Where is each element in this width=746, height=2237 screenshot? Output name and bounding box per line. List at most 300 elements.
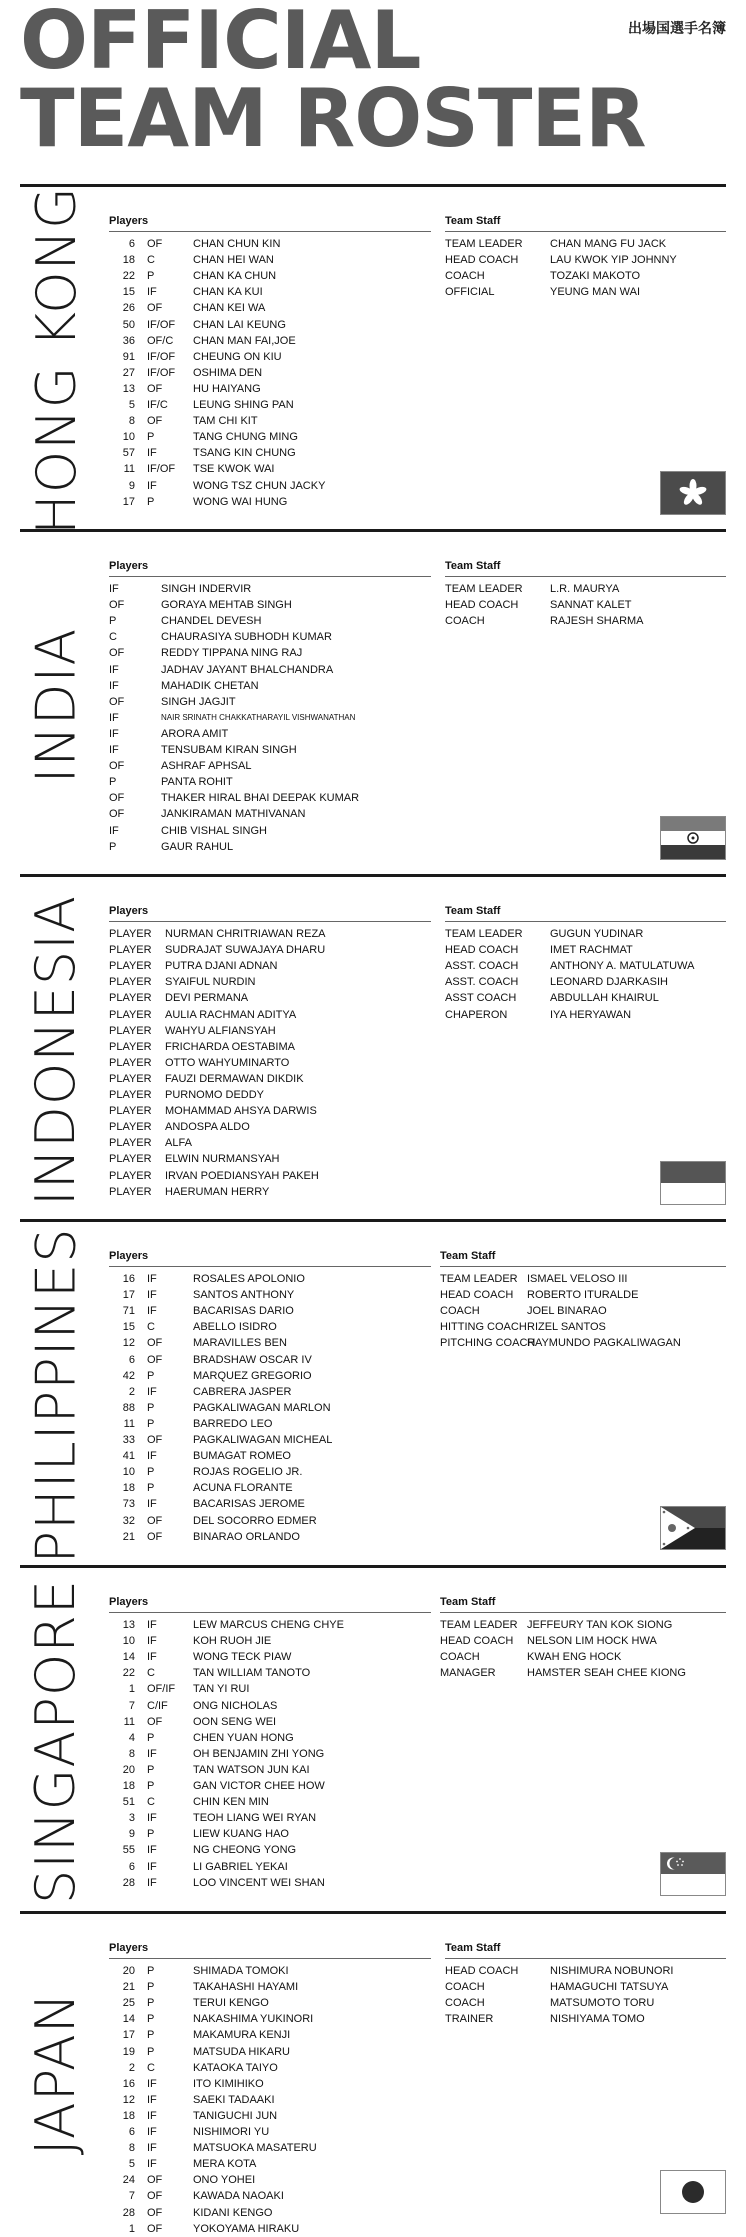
player-row <box>109 1714 431 1730</box>
player-number: 42 <box>122 1369 135 1382</box>
player-position: IF <box>109 727 119 740</box>
player-number: 57 <box>122 447 135 460</box>
player-name: CHAN KEI WA <box>193 302 266 315</box>
player-number: 32 <box>122 1514 135 1527</box>
player-name: KATAOKA TAIYO <box>193 2061 278 2074</box>
player-number: 41 <box>122 1450 135 1463</box>
player-row <box>109 2172 431 2188</box>
player-position: IF <box>147 1651 157 1664</box>
staff-row <box>440 1649 726 1665</box>
staff-row <box>440 1319 726 1335</box>
player-row <box>109 742 431 758</box>
player-row <box>109 597 431 613</box>
player-position: OF <box>147 238 163 251</box>
player-row <box>109 2108 431 2124</box>
player-position: IF/C <box>147 399 168 412</box>
staff-name: JEFFEURY TAN KOK SIONG <box>527 1619 673 1632</box>
country-name <box>20 187 92 533</box>
player-number: 12 <box>122 2093 135 2106</box>
staff-row <box>440 1303 726 1319</box>
player-name: PANTA ROHIT <box>161 776 233 789</box>
player-number: 24 <box>122 2174 135 2187</box>
player-row <box>109 726 431 742</box>
player-number: 10 <box>122 431 135 444</box>
player-position: OF <box>147 1530 163 1543</box>
players-heading: Players <box>109 558 431 577</box>
staff-role: TEAM LEADER <box>440 1273 518 1286</box>
player-name: PAGKALIWAGAN MICHEAL <box>193 1434 333 1447</box>
player-row <box>109 1762 431 1778</box>
player-name: OH BENJAMIN ZHI YONG <box>193 1747 325 1760</box>
player-position: IF <box>147 2077 157 2090</box>
player-position: P <box>147 1965 155 1978</box>
staff-name: LEONARD DJARKASIH <box>550 976 668 989</box>
staff-row <box>445 1007 726 1023</box>
player-position: IF/OF <box>147 366 176 379</box>
player-row <box>109 1432 431 1448</box>
staff-column <box>440 1594 726 1681</box>
player-name: NAKASHIMA YUKINORI <box>193 2013 314 2026</box>
staff-role: MANAGER <box>440 1667 496 1680</box>
player-position: P <box>109 776 117 789</box>
players-heading: Players <box>109 1594 431 1613</box>
player-position: P <box>147 1482 155 1495</box>
player-name: SYAIFUL NURDIN <box>165 976 256 989</box>
player-number: 20 <box>122 1965 135 1978</box>
player-row <box>109 1271 431 1287</box>
player-row <box>109 1842 431 1858</box>
player-name: CHAN HEI WAN <box>193 254 274 267</box>
player-position: P <box>147 2029 155 2042</box>
player-position: P <box>147 1997 155 2010</box>
player-number: 3 <box>128 1812 135 1825</box>
player-position: PLAYER <box>109 944 152 957</box>
player-position: C <box>147 1321 155 1334</box>
player-name: SHIMADA TOMOKI <box>193 1965 289 1978</box>
country-label: INDIA <box>24 627 88 783</box>
player-number: 55 <box>122 1844 135 1857</box>
player-row <box>109 958 431 974</box>
players-column <box>109 1248 431 1545</box>
player-name: TAM CHI KIT <box>193 415 258 428</box>
staff-row <box>445 942 726 958</box>
country-label: HONG KONG <box>24 185 88 535</box>
staff-name: TOZAKI MAKOTO <box>550 270 641 283</box>
players-column <box>109 558 431 855</box>
japanese-title: 出場国選手名簿 <box>628 20 726 36</box>
player-name: ACUNA FLORANTE <box>193 1482 293 1495</box>
player-position: OF <box>147 2206 163 2219</box>
player-name: CHAN MAN FAI,JOE <box>193 334 296 347</box>
player-row <box>109 1979 431 1995</box>
player-position: IF <box>147 1450 157 1463</box>
player-name: SINGH JAGJIT <box>161 695 236 708</box>
player-position: P <box>147 1780 155 1793</box>
player-row <box>109 2124 431 2140</box>
staff-row <box>445 236 726 252</box>
players-column <box>109 903 431 1200</box>
team-section <box>20 184 726 533</box>
player-position: IF <box>147 1289 157 1302</box>
player-position: C <box>147 1796 155 1809</box>
player-number: 21 <box>122 1981 135 1994</box>
player-position: OF <box>109 695 125 708</box>
player-number: 12 <box>122 1337 135 1350</box>
player-name: NAIR SRINATH CHAKKATHARAYIL VISHWANATHAN <box>161 712 356 722</box>
staff-row <box>445 2011 726 2027</box>
staff-name: RIZEL SANTOS <box>527 1321 606 1334</box>
player-row <box>109 1529 431 1545</box>
staff-heading: Team Staff <box>445 558 726 577</box>
player-row <box>109 1649 431 1665</box>
player-position: PLAYER <box>109 1185 152 1198</box>
player-name: TAN WILLIAM TANOTO <box>193 1667 311 1680</box>
player-position: C <box>147 1667 155 1680</box>
player-number: 51 <box>122 1796 135 1809</box>
staff-name: LAU KWOK YIP JOHNNY <box>550 254 677 267</box>
staff-column <box>445 558 726 629</box>
player-position: IF <box>147 1385 157 1398</box>
player-position: P <box>147 270 155 283</box>
player-position: P <box>147 1417 155 1430</box>
player-position: IF <box>147 1860 157 1873</box>
player-row <box>109 1119 431 1135</box>
player-row <box>109 1480 431 1496</box>
singapore-flag <box>660 1852 726 1896</box>
staff-role: HITTING COACH <box>440 1321 527 1334</box>
player-number: 7 <box>128 2190 135 2203</box>
player-row <box>109 429 431 445</box>
player-number: 17 <box>122 495 135 508</box>
player-row <box>109 268 431 284</box>
players-heading: Players <box>109 1248 431 1267</box>
player-position: P <box>147 1401 155 1414</box>
player-name: BACARISAS DARIO <box>193 1305 294 1318</box>
player-row <box>109 1352 431 1368</box>
player-position: OF <box>109 792 125 805</box>
player-position: IF <box>109 711 119 724</box>
team-section <box>20 1565 726 1914</box>
player-position: IF <box>147 2142 157 2155</box>
player-row <box>109 1995 431 2011</box>
player-position: PLAYER <box>109 1089 152 1102</box>
player-row <box>109 2027 431 2043</box>
staff-column <box>445 1940 726 2027</box>
player-number: 10 <box>122 1466 135 1479</box>
player-number: 18 <box>122 254 135 267</box>
player-number: 28 <box>122 1876 135 1889</box>
player-position: OF/IF <box>147 1683 176 1696</box>
player-name: MAKAMURA KENJI <box>193 2029 291 2042</box>
player-name: NISHIMORI YU <box>193 2126 270 2139</box>
player-name: ARORA AMIT <box>161 727 229 740</box>
player-number: 1 <box>128 2222 135 2235</box>
player-row <box>109 1875 431 1891</box>
staff-role: TEAM LEADER <box>445 928 523 941</box>
player-position: OF <box>147 1434 163 1447</box>
player-name: MATSUDA HIKARU <box>193 2045 290 2058</box>
team-section <box>20 1911 726 2235</box>
player-row <box>109 1698 431 1714</box>
player-name: JANKIRAMAN MATHIVANAN <box>161 808 306 821</box>
player-name: MAHADIK CHETAN <box>161 679 259 692</box>
staff-row <box>445 1963 726 1979</box>
title-line-2: TEAM ROSTER <box>20 72 646 165</box>
player-position: IF <box>109 679 119 692</box>
player-name: PUTRA DJANI ADNAN <box>165 960 278 973</box>
staff-name: RAYMUNDO PAGKALIWAGAN <box>527 1337 681 1350</box>
player-row <box>109 494 431 510</box>
player-name: HU HAIYANG <box>193 382 261 395</box>
country-name <box>20 532 92 878</box>
player-name: BRADSHAW OSCAR IV <box>193 1353 312 1366</box>
player-number: 13 <box>122 1619 135 1632</box>
player-name: BACARISAS JEROME <box>193 1498 305 1511</box>
player-position: C <box>147 2061 155 2074</box>
player-name: IRVAN POEDIANSYAH PAKEH <box>165 1169 319 1182</box>
staff-row <box>445 926 726 942</box>
player-row <box>109 1103 431 1119</box>
player-number: 15 <box>122 286 135 299</box>
staff-role: ASST COACH <box>445 992 517 1005</box>
player-name: SANTOS ANTHONY <box>193 1289 295 1302</box>
player-name: CABRERA JASPER <box>193 1385 292 1398</box>
staff-name: ABDULLAH KHAIRUL <box>550 992 659 1005</box>
staff-heading: Team Staff <box>440 1594 726 1613</box>
player-name: CHEUNG ON KIU <box>193 350 282 363</box>
country-label: SINGAPORE <box>24 1578 88 1904</box>
player-name: ANDOSPA ALDO <box>165 1121 250 1134</box>
player-row <box>109 806 431 822</box>
player-position: IF <box>147 447 157 460</box>
player-position: P <box>147 1731 155 1744</box>
player-row <box>109 1513 431 1529</box>
player-row <box>109 1400 431 1416</box>
staff-row <box>440 1271 726 1287</box>
player-number: 17 <box>122 1289 135 1302</box>
player-row <box>109 2221 431 2237</box>
player-name: PURNOMO DEDDY <box>165 1089 265 1102</box>
player-name: SINGH INDERVIR <box>161 583 252 596</box>
player-position: PLAYER <box>109 1024 152 1037</box>
player-position: OF <box>147 2222 163 2235</box>
player-position: IF <box>109 824 119 837</box>
player-number: 28 <box>122 2206 135 2219</box>
player-name: ELWIN NURMANSYAH <box>165 1153 280 1166</box>
player-row <box>109 300 431 316</box>
staff-row <box>445 597 726 613</box>
player-row <box>109 1151 431 1167</box>
player-row <box>109 1135 431 1151</box>
player-number: 22 <box>122 270 135 283</box>
player-number: 13 <box>122 382 135 395</box>
staff-name: L.R. MAURYA <box>550 583 620 596</box>
player-row <box>109 1464 431 1480</box>
player-row <box>109 252 431 268</box>
staff-name: ROBERTO ITURALDE <box>527 1289 639 1302</box>
player-row <box>109 629 431 645</box>
player-number: 5 <box>128 399 135 412</box>
player-row <box>109 1730 431 1746</box>
player-row <box>109 397 431 413</box>
player-name: GAUR RAHUL <box>161 840 234 853</box>
indonesia-flag <box>660 1161 726 1205</box>
player-row <box>109 1319 431 1335</box>
player-row <box>109 2205 431 2221</box>
player-row <box>109 333 431 349</box>
player-position: IF/OF <box>147 318 176 331</box>
player-number: 18 <box>122 2109 135 2122</box>
team-section <box>20 529 726 878</box>
country-name <box>20 877 92 1223</box>
country-label: INDONESIA <box>24 894 88 1206</box>
staff-role: HEAD COACH <box>445 599 519 612</box>
staff-name: MATSUMOTO TORU <box>550 1997 655 2010</box>
player-name: TEOH LIANG WEI RYAN <box>193 1812 317 1825</box>
player-name: ROJAS ROGELIO JR. <box>193 1466 303 1479</box>
player-position: OF <box>147 382 163 395</box>
player-name: BARREDO LEO <box>193 1417 273 1430</box>
player-position: IF <box>147 1844 157 1857</box>
player-position: IF/OF <box>147 350 176 363</box>
staff-row <box>445 613 726 629</box>
player-row <box>109 1826 431 1842</box>
staff-row <box>440 1633 726 1649</box>
player-name: WONG TSZ CHUN JACKY <box>193 479 326 492</box>
player-name: LEW MARCUS CHENG CHYE <box>193 1619 344 1632</box>
players-column <box>109 1594 431 1891</box>
player-row <box>109 1168 431 1184</box>
player-position: PLAYER <box>109 1121 152 1134</box>
hong-kong-flag <box>660 471 726 515</box>
player-name: ITO KIMIHIKO <box>193 2077 264 2090</box>
india-flag <box>660 816 726 860</box>
team-section <box>20 874 726 1223</box>
staff-row <box>440 1617 726 1633</box>
player-name: TSE KWOK WAI <box>193 463 275 476</box>
player-number: 6 <box>128 1353 135 1366</box>
staff-row <box>445 958 726 974</box>
player-number: 6 <box>128 1860 135 1873</box>
player-name: KAWADA NAOAKI <box>193 2190 284 2203</box>
player-position: OF <box>147 1715 163 1728</box>
player-row <box>109 1448 431 1464</box>
player-row <box>109 758 431 774</box>
player-number: 71 <box>122 1305 135 1318</box>
player-name: LIEW KUANG HAO <box>193 1828 289 1841</box>
country-label: PHILIPPINES <box>24 1227 88 1563</box>
player-name: ALFA <box>165 1137 192 1150</box>
staff-role: HEAD COACH <box>445 254 519 267</box>
player-name: REDDY TIPPANA NING RAJ <box>161 647 303 660</box>
player-row <box>109 1617 431 1633</box>
player-row <box>109 317 431 333</box>
player-number: 4 <box>128 1731 135 1744</box>
player-position: PLAYER <box>109 992 152 1005</box>
player-position: OF <box>147 1514 163 1527</box>
player-number: 7 <box>128 1699 135 1712</box>
staff-name: YEUNG MAN WAI <box>550 286 641 299</box>
player-position: IF <box>147 479 157 492</box>
player-number: 88 <box>122 1401 135 1414</box>
player-row <box>109 1859 431 1875</box>
players-heading: Players <box>109 903 431 922</box>
staff-role: COACH <box>440 1651 480 1664</box>
player-name: AULIA RACHMAN ADITYA <box>165 1008 297 1021</box>
staff-heading: Team Staff <box>445 213 726 232</box>
staff-role: ASST. COACH <box>445 976 519 989</box>
player-name: MARQUEZ GREGORIO <box>193 1369 312 1382</box>
player-row <box>109 284 431 300</box>
player-name: KOH RUOH JIE <box>193 1635 272 1648</box>
player-row <box>109 2140 431 2156</box>
player-number: 19 <box>122 2045 135 2058</box>
roster-title <box>20 0 646 165</box>
player-name: CHAN KA KUI <box>193 286 263 299</box>
player-row <box>109 365 431 381</box>
player-row <box>109 790 431 806</box>
staff-role: TEAM LEADER <box>440 1619 518 1632</box>
staff-heading: Team Staff <box>445 1940 726 1959</box>
player-position: IF <box>147 2093 157 2106</box>
player-row <box>109 2092 431 2108</box>
player-position: PLAYER <box>109 1137 152 1150</box>
player-number: 5 <box>128 2158 135 2171</box>
player-position: P <box>147 1828 155 1841</box>
staff-name: CHAN MANG FU JACK <box>550 238 667 251</box>
players-heading: Players <box>109 1940 431 1959</box>
player-name: CHIN KEN MIN <box>193 1796 269 1809</box>
player-number: 6 <box>128 238 135 251</box>
staff-role: COACH <box>445 1981 485 1994</box>
player-name: YOKOYAMA HIRAKU <box>193 2222 300 2235</box>
player-name: TAKAHASHI HAYAMI <box>193 1981 299 1994</box>
player-row <box>109 2060 431 2076</box>
japan-flag <box>660 2170 726 2214</box>
player-row <box>109 839 431 855</box>
player-position: IF <box>109 583 119 596</box>
player-number: 9 <box>128 1828 135 1841</box>
player-row <box>109 1778 431 1794</box>
player-position: PLAYER <box>109 976 152 989</box>
player-row <box>109 1633 431 1649</box>
player-row <box>109 1681 431 1697</box>
player-position: OF <box>109 760 125 773</box>
staff-name: NISHIMURA NOBUNORI <box>550 1965 674 1978</box>
player-name: NURMAN CHRITRIAWAN REZA <box>165 928 326 941</box>
player-row <box>109 581 431 597</box>
player-number: 8 <box>128 2142 135 2155</box>
player-row <box>109 236 431 252</box>
player-name: TSANG KIN CHUNG <box>193 447 296 460</box>
player-position: P <box>147 1763 155 1776</box>
players-heading: Players <box>109 213 431 232</box>
player-row <box>109 478 431 494</box>
player-name: DEL SOCORRO EDMER <box>193 1514 317 1527</box>
staff-role: HEAD COACH <box>445 1965 519 1978</box>
staff-role: COACH <box>440 1305 480 1318</box>
player-row <box>109 645 431 661</box>
player-name: TAN YI RUI <box>193 1683 250 1696</box>
player-position: P <box>147 1466 155 1479</box>
player-number: 1 <box>128 1683 135 1696</box>
player-name: ROSALES APOLONIO <box>193 1273 305 1286</box>
player-name: CHAN LAI KEUNG <box>193 318 286 331</box>
player-name: TANIGUCHI JUN <box>193 2109 278 2122</box>
country-name <box>20 1568 92 1914</box>
player-position: IF <box>147 286 157 299</box>
title-line-1: OFFICIAL <box>20 0 421 87</box>
